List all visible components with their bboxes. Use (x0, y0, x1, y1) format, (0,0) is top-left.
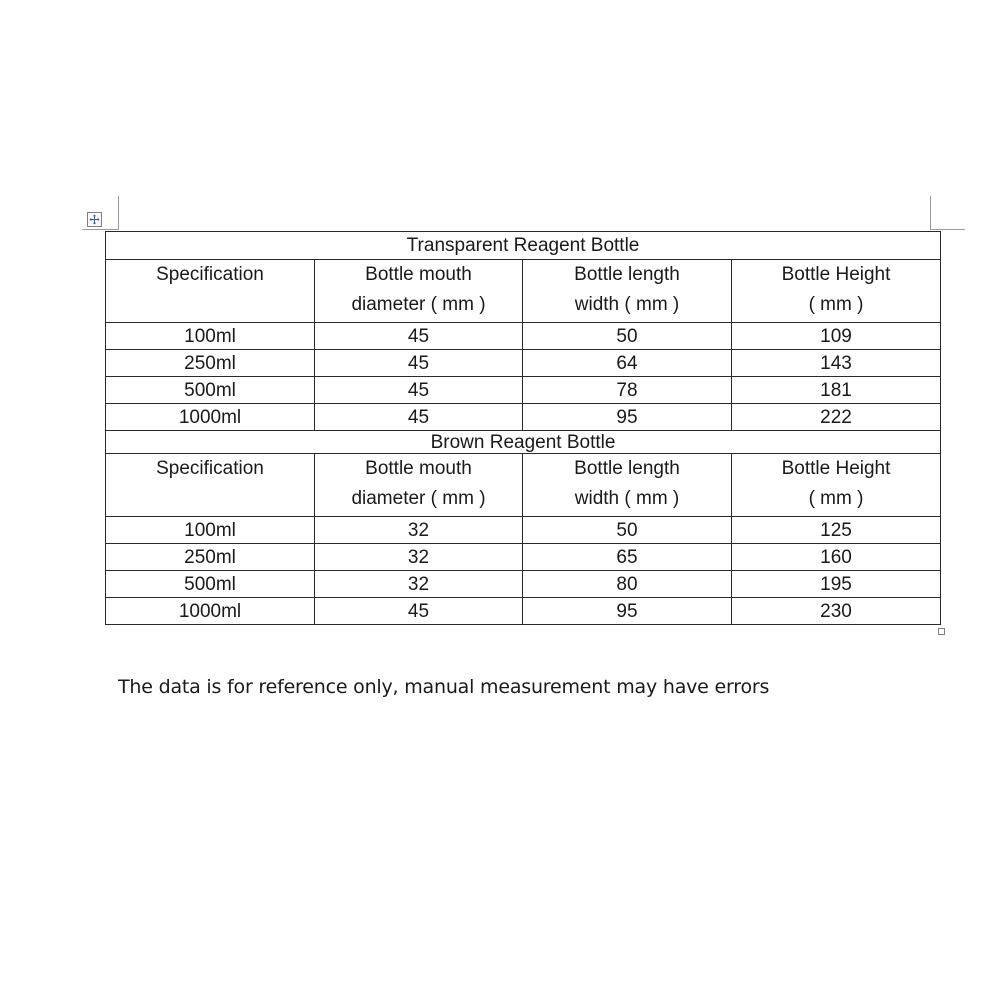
cell-mouth: 45 (315, 323, 523, 350)
cell-spec: 250ml (106, 544, 315, 571)
transparent-header-row (106, 260, 941, 323)
cell-mouth: 45 (315, 598, 523, 625)
table-row (106, 350, 941, 377)
cell-width: 95 (523, 404, 732, 431)
cell-width: 95 (523, 598, 732, 625)
cell-width: 78 (523, 377, 732, 404)
cell-height: 143 (732, 350, 941, 377)
reagent-bottle-spec-table (105, 231, 941, 625)
brown-header-row (106, 454, 941, 517)
table-row (106, 404, 941, 431)
cell-mouth: 45 (315, 377, 523, 404)
left-margin-marker-horizontal (82, 229, 118, 230)
header-mouth-diameter: Bottle mouth diameter ( mm ) (315, 260, 523, 323)
table-row (106, 377, 941, 404)
header-length-width: Bottle length width ( mm ) (523, 260, 732, 323)
header-specification: Specification (106, 260, 315, 323)
cell-height: 230 (732, 598, 941, 625)
cell-spec: 500ml (106, 571, 315, 598)
cell-spec: 100ml (106, 517, 315, 544)
table-row (106, 598, 941, 625)
reference-note: The data is for reference only, manual measurement may have errors (118, 676, 770, 698)
right-margin-marker-vertical (930, 196, 931, 230)
cell-mouth: 45 (315, 350, 523, 377)
cell-height: 195 (732, 571, 941, 598)
cell-spec: 100ml (106, 323, 315, 350)
cell-width: 50 (523, 517, 732, 544)
cell-mouth: 32 (315, 544, 523, 571)
table-move-handle[interactable] (87, 212, 102, 227)
header-height: Bottle Height ( mm ) (732, 454, 941, 517)
cell-mouth: 45 (315, 404, 523, 431)
table-row (106, 517, 941, 544)
cell-width: 80 (523, 571, 732, 598)
header-height: Bottle Height ( mm ) (732, 260, 941, 323)
table-row (106, 323, 941, 350)
header-length-width: Bottle length width ( mm ) (523, 454, 732, 517)
cell-width: 50 (523, 323, 732, 350)
brown-title-row (106, 431, 941, 454)
header-mouth-diameter: Bottle mouth diameter ( mm ) (315, 454, 523, 517)
cell-width: 65 (523, 544, 732, 571)
transparent-section-title: Transparent Reagent Bottle (106, 232, 941, 260)
cell-mouth: 32 (315, 571, 523, 598)
cell-height: 125 (732, 517, 941, 544)
left-margin-marker-vertical (118, 196, 119, 230)
cell-mouth: 32 (315, 517, 523, 544)
cell-spec: 1000ml (106, 404, 315, 431)
right-margin-marker-horizontal (931, 229, 965, 230)
brown-section-title: Brown Reagent Bottle (106, 431, 941, 454)
cell-height: 160 (732, 544, 941, 571)
cell-height: 181 (732, 377, 941, 404)
cell-spec: 500ml (106, 377, 315, 404)
header-specification: Specification (106, 454, 315, 517)
four-way-arrow-icon (89, 214, 100, 225)
cell-height: 109 (732, 323, 941, 350)
table-row (106, 571, 941, 598)
transparent-title-row (106, 232, 941, 260)
cell-height: 222 (732, 404, 941, 431)
cell-spec: 250ml (106, 350, 315, 377)
table-row (106, 544, 941, 571)
cell-spec: 1000ml (106, 598, 315, 625)
cell-width: 64 (523, 350, 732, 377)
table-resize-handle-icon[interactable] (938, 628, 945, 635)
